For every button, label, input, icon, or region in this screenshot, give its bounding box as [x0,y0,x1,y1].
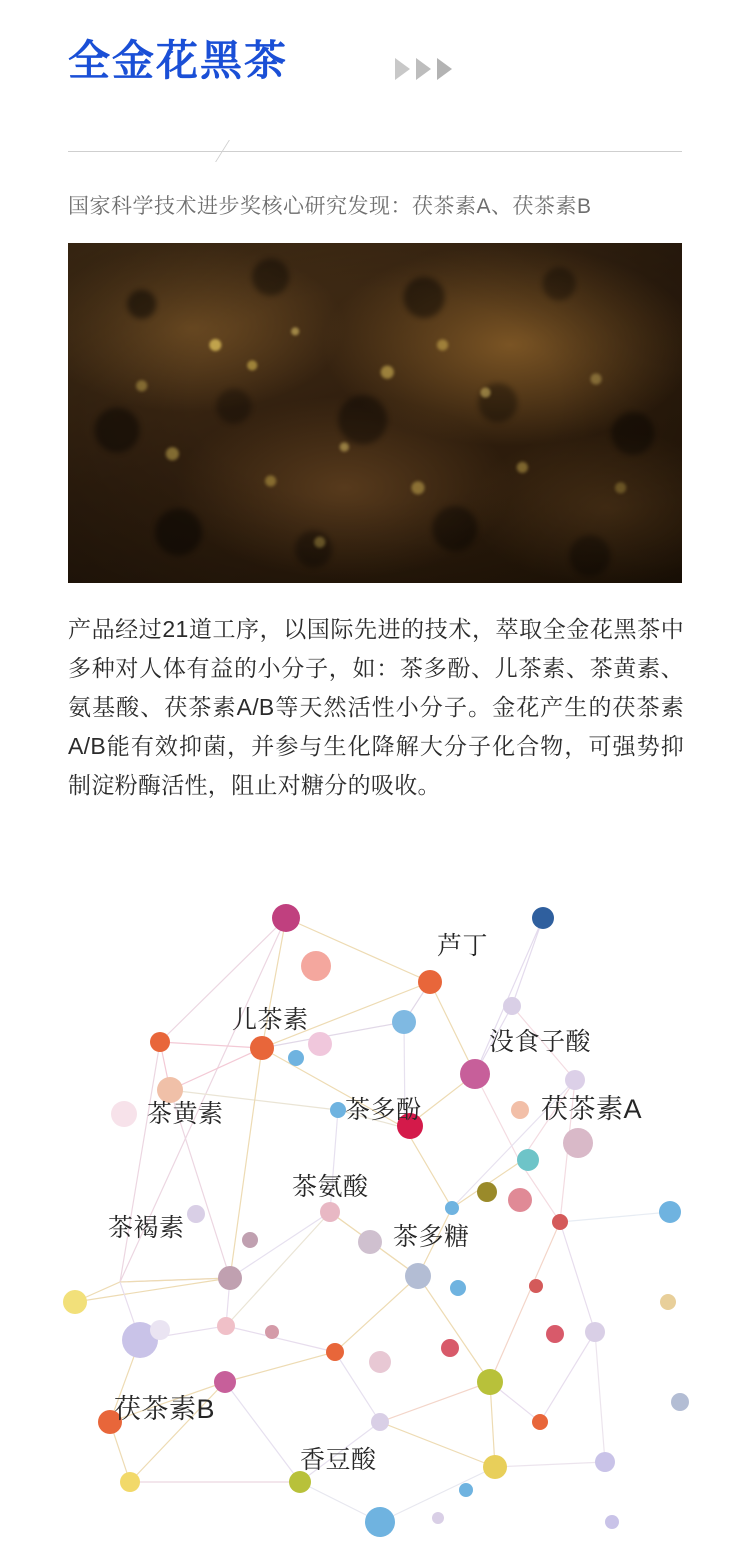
molecule-label: 茯茶素A [541,1094,643,1124]
page-title: 全金花黑茶 [68,37,289,84]
divider-line [68,151,682,152]
molecule-label: 茯茶素B [114,1394,216,1424]
molecule-label: 茶黄素 [147,1100,224,1128]
page-header [0,0,750,150]
golden-flower-dark-tea-photo [68,243,682,583]
molecule-label: 没食子酸 [489,1028,592,1056]
molecule-label: 香豆酸 [300,1446,377,1474]
molecule-label: 茶褐素 [108,1214,185,1242]
molecule-label: 茶氨酸 [292,1173,369,1201]
arrow-decoration [395,58,452,80]
triangle-right-icon [395,58,410,80]
molecule-label: 芦丁 [437,932,489,960]
molecule-label: 茶多糖 [393,1223,470,1251]
molecule-label: 儿茶素 [232,1006,309,1034]
triangle-right-icon [416,58,431,80]
molecule-label: 茶多酚 [345,1096,422,1124]
photo-vignette-layer [68,243,682,583]
molecule-network-graphic [0,862,750,1560]
body-paragraph: 产品经过21道工序，以国际先进的技术，萃取全金花黑茶中多种对人体有益的小分子，如：茶多酚、儿茶素、茶黄素、氨基酸、茯茶素A/B等天然活性小分子。金花产生的茯茶素A/B能有效抑菌，并参与生化降解大分子化合物，可强势抑制淀粉酶活性，阻止对糖分的吸收。 [68,616,684,798]
triangle-right-icon [437,58,452,80]
header-divider [0,140,750,162]
subtitle: 国家科学技术进步奖核心研究发现：茯茶素A、茯茶素B [68,195,592,218]
